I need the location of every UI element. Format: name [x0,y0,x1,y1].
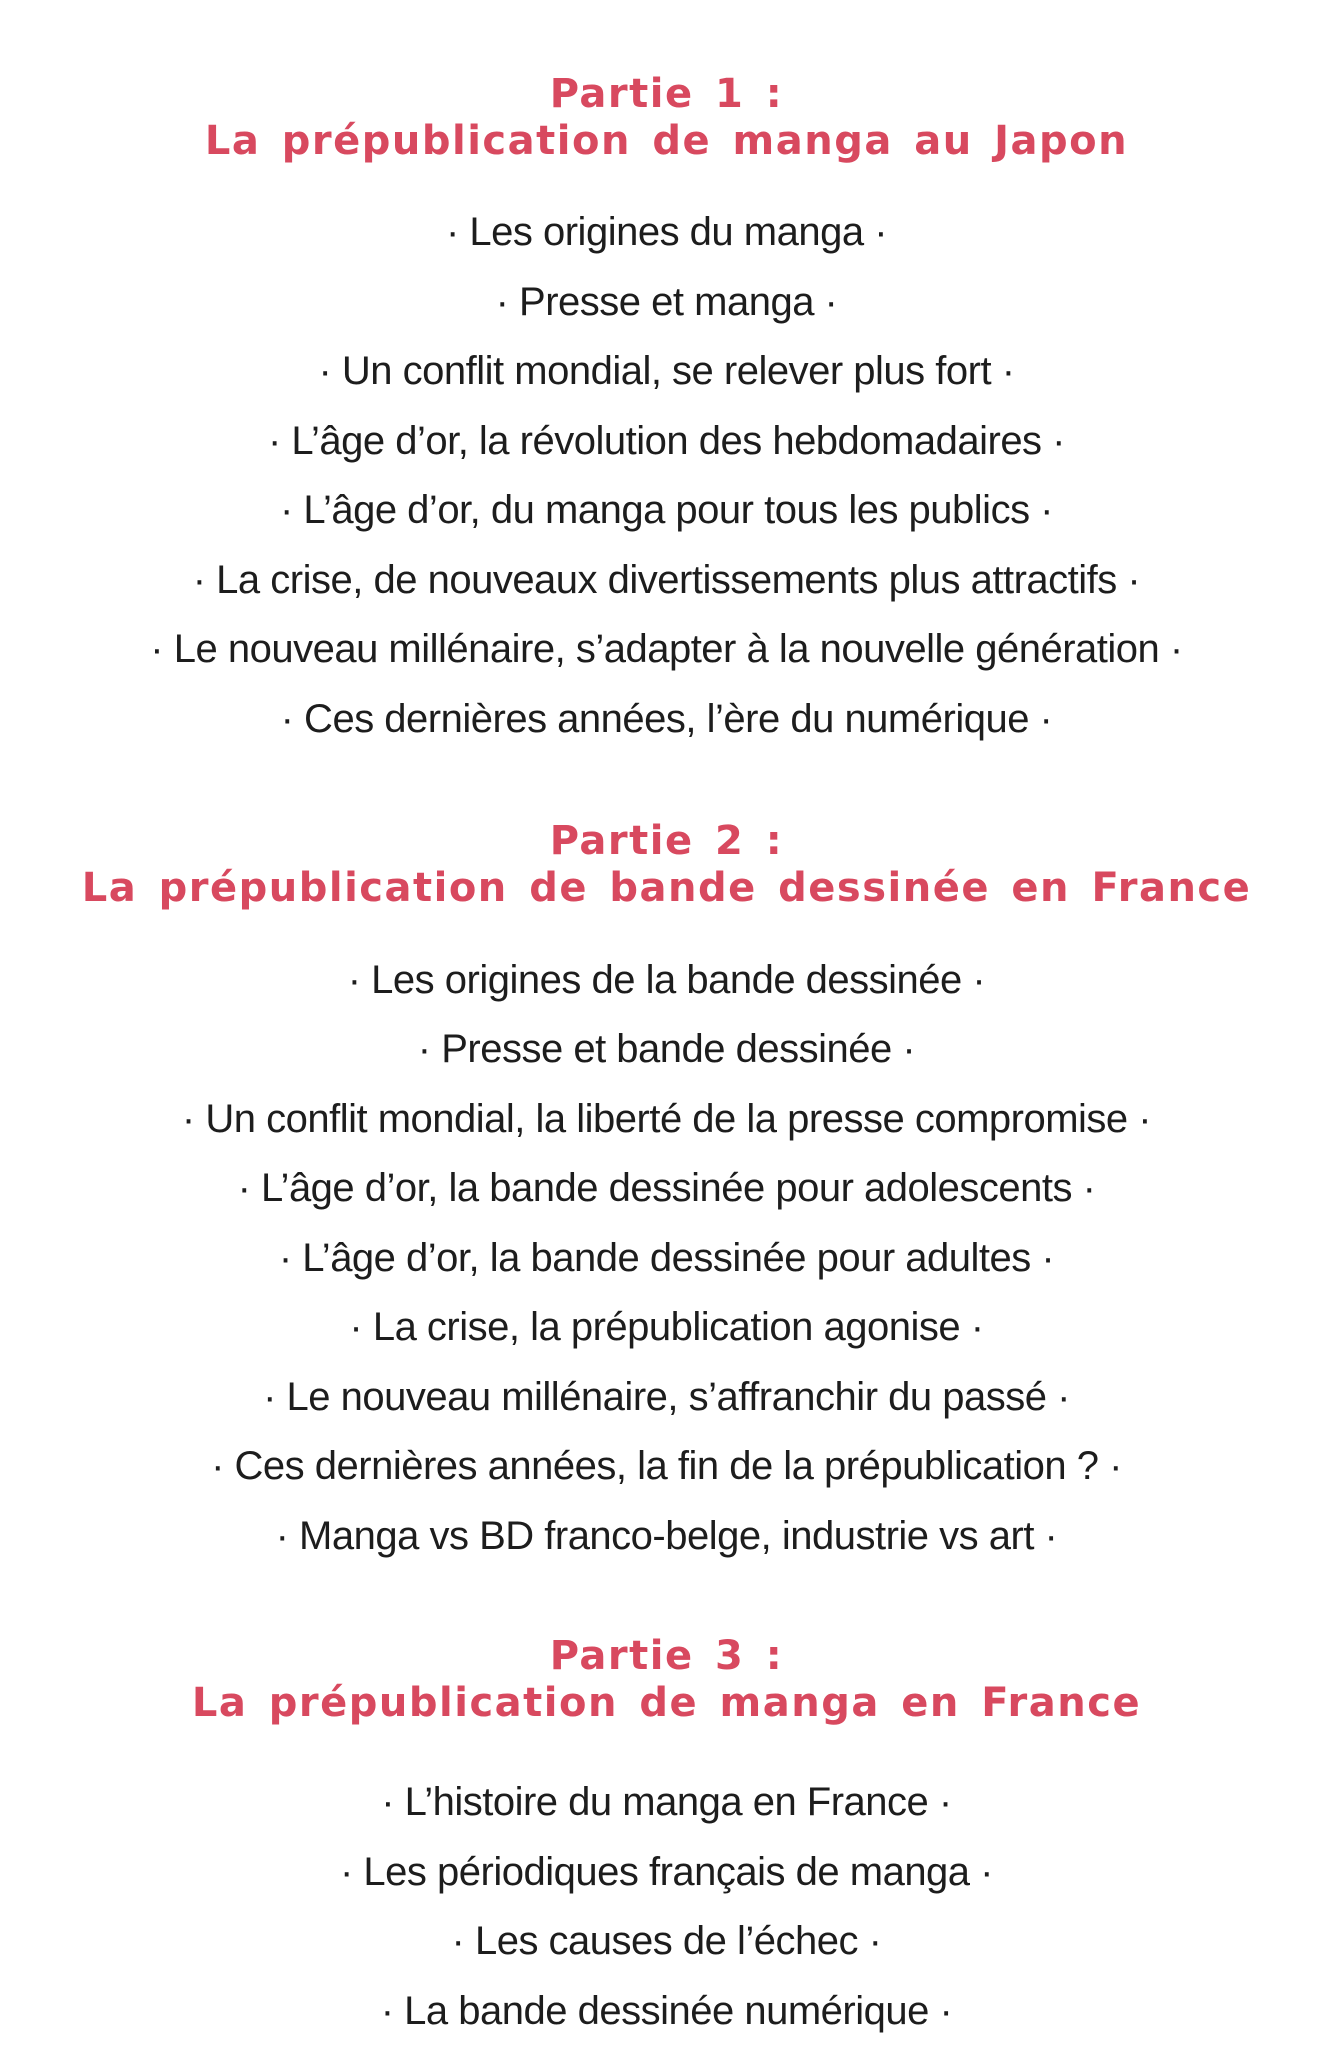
toc-item: · Presse et manga · [495,279,838,324]
section-partie-2 [0,818,1333,1571]
section-item-list [0,198,1333,754]
toc-item: · Un conflit mondial, se relever plus fort · [318,349,1015,394]
section-title-part-label: Partie 2 : [549,818,784,865]
toc-item: · La bande dessinée numérique · [380,1988,953,2033]
section-title-part-label: Partie 1 : [549,71,784,118]
section-item-list [0,1768,1333,2046]
toc-item: · Ces dernières années, la fin de la prépublication ? · [211,1444,1122,1489]
section-partie-3 [0,1633,1333,2046]
toc-item: · La crise, de nouveaux divertissements plus attractifs · [192,557,1141,602]
toc-item: · L’âge d’or, la révolution des hebdomadaires · [267,418,1065,463]
toc-item: · L’âge d’or, du manga pour tous les publics · [279,488,1054,533]
section-item-list [0,946,1333,1572]
toc-item: · L’histoire du manga en France · [381,1780,952,1825]
section-title-subtitle: La prépublication de manga au Japon [204,118,1129,165]
toc-item: · La crise, la prépublication agonise · [349,1305,984,1350]
toc-item: · Ces dernières années, l’ère du numérique · [280,696,1053,741]
toc-item: · Les origines du manga · [445,210,888,255]
toc-item: · Le nouveau millénaire, s’adapter à la nouvelle génération · [150,627,1183,672]
toc-item: · Un conflit mondial, la liberté de la presse compromise · [181,1096,1152,1141]
section-title-subtitle: La prépublication de manga en France [191,1680,1142,1727]
toc-item: · Les origines de la bande dessinée · [347,957,986,1002]
toc-item: · Manga vs BD franco-belge, industrie vs art · [275,1513,1058,1558]
toc-item: · Les périodiques français de manga · [340,1849,993,1894]
toc-item: · Les causes de l’échec · [451,1919,882,1964]
toc-item: · L’âge d’or, la bande dessinée pour adultes · [278,1235,1055,1280]
section-title [0,818,1333,912]
section-title-subtitle: La prépublication de bande dessinée en France [81,865,1252,912]
toc-item: · Presse et bande dessinée · [417,1027,916,1072]
section-title-part-label: Partie 3 : [549,1633,784,1680]
section-title [0,71,1333,165]
section-title [0,1633,1333,1727]
section-partie-1 [0,71,1333,754]
toc-item: · L’âge d’or, la bande dessinée pour adolescents · [237,1166,1096,1211]
toc-item: · Le nouveau millénaire, s’affranchir du passé · [263,1374,1070,1419]
